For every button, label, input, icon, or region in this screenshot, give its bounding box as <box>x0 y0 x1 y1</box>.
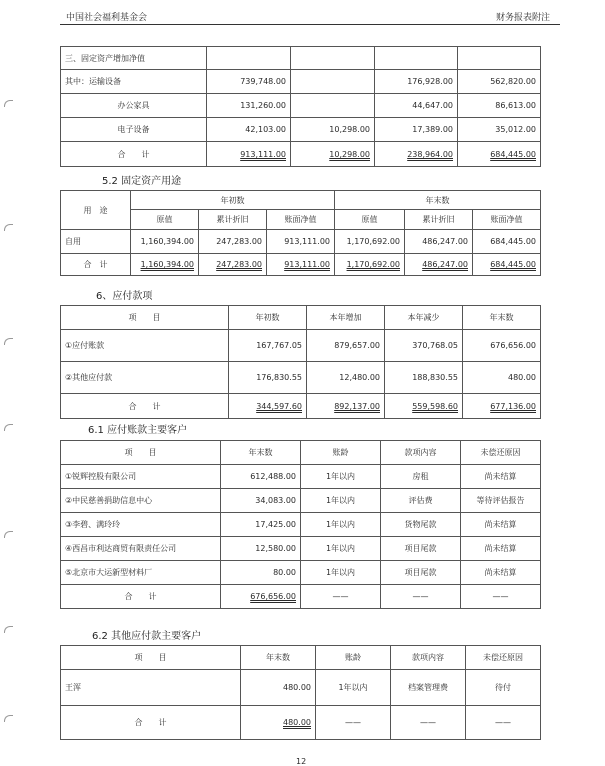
cell-value: 1,160,394.00 <box>140 260 194 269</box>
row-label: 自用 <box>61 230 131 254</box>
table-row <box>61 670 541 706</box>
column-header: 原值 <box>335 210 405 230</box>
table-row-total <box>61 254 541 276</box>
table-row-total <box>61 706 541 740</box>
table-row-total <box>61 142 541 167</box>
column-header: 项 目 <box>61 306 229 330</box>
table-row <box>61 489 541 513</box>
column-header: 账面净值 <box>267 210 335 230</box>
column-header: 累计折旧 <box>199 210 267 230</box>
cell-value: 739,748.00 <box>207 70 291 94</box>
cell-value: 370,768.05 <box>385 330 463 362</box>
binding-mark <box>4 338 13 345</box>
table-row <box>61 94 541 118</box>
cell-value: 项目尾款 <box>381 561 461 585</box>
cell-value: 1年以内 <box>301 561 381 585</box>
cell-value: 1,170,692.00 <box>346 260 400 269</box>
cell-value: 562,820.00 <box>458 70 541 94</box>
row-label: ①锐辉控股有限公司 <box>61 465 221 489</box>
section-title: 6.2 其他应付款主要客户 <box>92 631 202 642</box>
row-label: 电子设备 <box>61 118 207 142</box>
cell-value: 房租 <box>381 465 461 489</box>
binding-mark <box>4 100 13 107</box>
cell-value: 480.00 <box>283 718 311 727</box>
column-header: 账面净值 <box>473 210 541 230</box>
cell-value: —— <box>391 706 466 740</box>
cell-value: 尚未结算 <box>461 465 541 489</box>
cell-value: 167,767.05 <box>229 330 307 362</box>
cell-value: 913,111.00 <box>240 149 286 159</box>
column-header: 年末数 <box>463 306 541 330</box>
column-header: 账龄 <box>316 646 391 670</box>
page-number: 12 <box>296 757 307 766</box>
page-header <box>60 4 560 26</box>
cell-value: 1年以内 <box>301 465 381 489</box>
cell-value: 42,103.00 <box>207 118 291 142</box>
cell-value: 684,445.00 <box>473 230 541 254</box>
cell-value: 247,283.00 <box>199 230 267 254</box>
column-header: 年末数 <box>221 441 301 465</box>
table-row <box>61 561 541 585</box>
row-label: 王浑 <box>61 670 241 706</box>
cell-value: 677,136.00 <box>490 401 536 411</box>
column-header: 年初数 <box>229 306 307 330</box>
cell-value: 12,480.00 <box>307 362 385 394</box>
section-title: 6、应付款项 <box>96 291 153 302</box>
cell-value: 913,111.00 <box>267 230 335 254</box>
column-header: 累计折旧 <box>405 210 473 230</box>
row-label: 合 计 <box>61 254 131 276</box>
cell-value: —— <box>381 585 461 609</box>
cell-value: 684,445.00 <box>490 149 536 159</box>
cell-value: 879,657.00 <box>307 330 385 362</box>
row-label: 合 计 <box>61 142 207 167</box>
cell-value: 892,137.00 <box>334 401 380 411</box>
organization-name: 中国社会福利基金会 <box>66 13 148 23</box>
cell-value: 480.00 <box>463 362 541 394</box>
row-label: ④西昌市利达商贸有限责任公司 <box>61 537 221 561</box>
column-header: 项 目 <box>61 441 221 465</box>
cell-value: 188,830.55 <box>385 362 463 394</box>
binding-mark <box>4 626 13 633</box>
other-payable-customers-table <box>60 645 541 740</box>
cell-value: 913,111.00 <box>284 260 330 269</box>
header-rule <box>60 24 560 25</box>
table-row <box>61 118 541 142</box>
cell-value: 176,928.00 <box>375 70 458 94</box>
table-row <box>61 70 541 94</box>
column-header: 本年增加 <box>307 306 385 330</box>
cell-value: 等待评估报告 <box>461 489 541 513</box>
cell-value: 10,298.00 <box>291 118 375 142</box>
usage-table <box>60 190 541 276</box>
binding-mark <box>4 715 13 722</box>
table-row <box>61 330 541 362</box>
cell-value: 344,597.60 <box>256 401 302 411</box>
row-label: ②中民慈善捐助信息中心 <box>61 489 221 513</box>
table-row <box>61 362 541 394</box>
cell-value: 35,012.00 <box>458 118 541 142</box>
cell-value: 1,170,692.00 <box>335 230 405 254</box>
table-row <box>61 537 541 561</box>
cell-value: 评估费 <box>381 489 461 513</box>
cell-value: 486,247.00 <box>405 230 473 254</box>
cell-value: 1年以内 <box>316 670 391 706</box>
cell-value: 1年以内 <box>301 537 381 561</box>
column-header: 未偿还原因 <box>466 646 541 670</box>
row-label: ②其他应付款 <box>61 362 229 394</box>
cell-value: 480.00 <box>241 670 316 706</box>
cell-value: 247,283.00 <box>216 260 262 269</box>
cell-value: 尚未结算 <box>461 561 541 585</box>
cell-value: 684,445.00 <box>490 260 536 269</box>
column-header: 款项内容 <box>381 441 461 465</box>
cell-value: 尚未结算 <box>461 513 541 537</box>
cell-value: 486,247.00 <box>422 260 468 269</box>
section-title: 6.1 应付账款主要客户 <box>88 425 188 436</box>
cell-value: —— <box>316 706 391 740</box>
row-label: ③李碧、满玲玲 <box>61 513 221 537</box>
column-header: 用 途 <box>61 191 131 230</box>
column-header: 未偿还原因 <box>461 441 541 465</box>
column-header: 本年减少 <box>385 306 463 330</box>
cell-value: 待付 <box>466 670 541 706</box>
cell-value: —— <box>466 706 541 740</box>
cell-value: 676,656.00 <box>250 592 296 601</box>
cell-value: 1年以内 <box>301 489 381 513</box>
table-row-total <box>61 394 541 419</box>
cell-value: —— <box>461 585 541 609</box>
fixed-assets-table <box>60 46 541 167</box>
cell-value: 176,830.55 <box>229 362 307 394</box>
row-label: 合 计 <box>61 706 241 740</box>
column-header: 账龄 <box>301 441 381 465</box>
payables-table <box>60 305 541 419</box>
cell-value: 238,964.00 <box>407 149 453 159</box>
cell-value <box>291 70 375 94</box>
column-group-header: 年末数 <box>335 191 541 210</box>
cell-value: 档案管理费 <box>391 670 466 706</box>
binding-mark <box>4 531 13 538</box>
binding-mark <box>4 224 13 231</box>
cell-value: 34,083.00 <box>221 489 301 513</box>
row-label: ①应付账款 <box>61 330 229 362</box>
cell-value <box>291 94 375 118</box>
column-header: 原值 <box>131 210 199 230</box>
cell-value: 17,389.00 <box>375 118 458 142</box>
cell-value: 17,425.00 <box>221 513 301 537</box>
table-row <box>61 513 541 537</box>
table-row <box>61 47 541 70</box>
cell-value: 559,598.60 <box>412 401 458 411</box>
binding-mark <box>4 424 13 431</box>
cell-value: 12,580.00 <box>221 537 301 561</box>
row-label: 三、固定资产增加净值 <box>61 47 207 70</box>
table-row <box>61 230 541 254</box>
row-label: 合 计 <box>61 394 229 419</box>
table-row-total <box>61 585 541 609</box>
cell-value: 131,260.00 <box>207 94 291 118</box>
row-label: 办公家具 <box>61 94 207 118</box>
column-group-header: 年初数 <box>131 191 335 210</box>
cell-value: 612,488.00 <box>221 465 301 489</box>
payable-customers-table <box>60 440 541 609</box>
cell-value: 1年以内 <box>301 513 381 537</box>
section-title: 5.2 固定资产用途 <box>102 176 182 187</box>
row-label: 其中：运输设备 <box>61 70 207 94</box>
row-label: ⑤北京市大运新型材料厂 <box>61 561 221 585</box>
cell-value: —— <box>301 585 381 609</box>
cell-value: 项目尾款 <box>381 537 461 561</box>
row-label: 合 计 <box>61 585 221 609</box>
table-row <box>61 465 541 489</box>
cell-value: 1,160,394.00 <box>131 230 199 254</box>
column-header: 款项内容 <box>391 646 466 670</box>
cell-value: 80.00 <box>221 561 301 585</box>
cell-value: 10,298.00 <box>329 149 370 159</box>
cell-value: 676,656.00 <box>463 330 541 362</box>
cell-value: 尚未结算 <box>461 537 541 561</box>
column-header: 年末数 <box>241 646 316 670</box>
cell-value: 货物尾款 <box>381 513 461 537</box>
cell-value: 86,613.00 <box>458 94 541 118</box>
column-header: 项 目 <box>61 646 241 670</box>
document-title: 财务报表附注 <box>495 13 550 23</box>
cell-value: 44,647.00 <box>375 94 458 118</box>
